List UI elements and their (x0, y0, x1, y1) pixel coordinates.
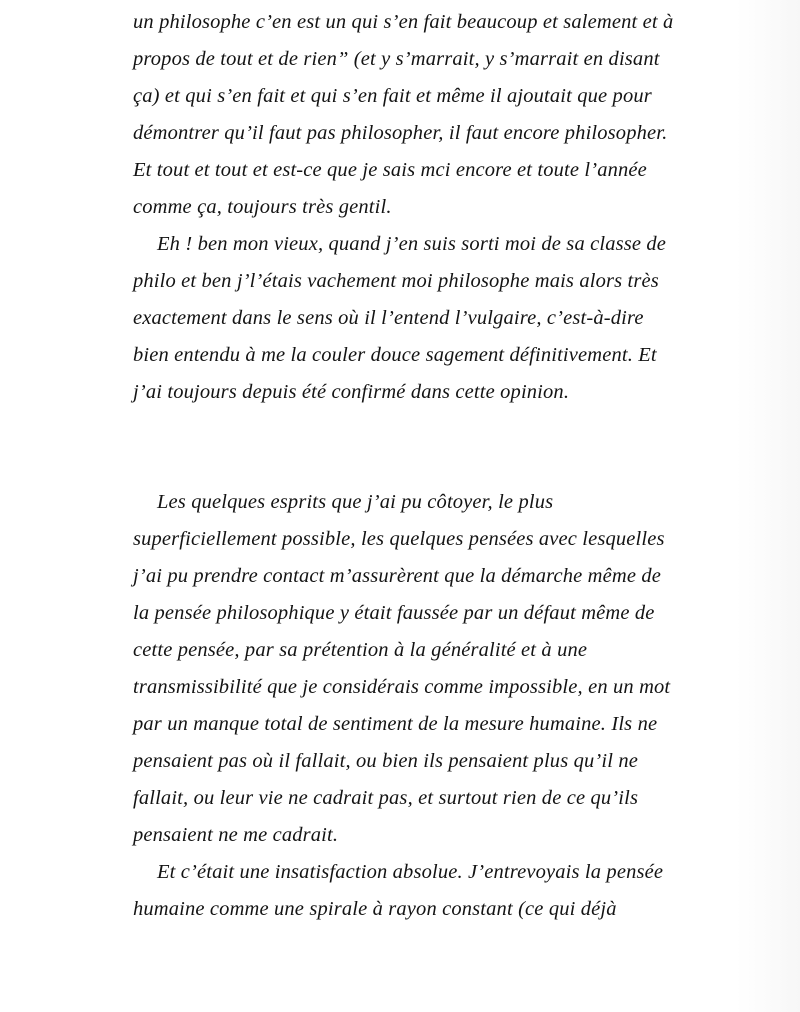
text-line: pensaient pas où il fallait, ou bien ils pensaient plus qu’il ne (133, 750, 638, 772)
text-line: superficiellement possible, les quelques pensées avec lesquelles (133, 528, 665, 550)
text-line: j’ai pu prendre contact m’assurèrent que la démarche même de (133, 565, 662, 587)
paragraph-first-line: Et c’était une insatisfaction absolue. J’entrevoyais la pensée (157, 861, 664, 883)
text-line: comme ça, toujours très gentil. (133, 196, 392, 218)
text-line: un philosophe c’en est un qui s’en fait beaucoup et salement et à (133, 11, 674, 33)
text-line: Et tout et tout et est-ce que je sais mci encore et toute l’année (133, 159, 647, 181)
paragraph-first-line: Les quelques esprits que j’ai pu côtoyer, le plus (157, 491, 554, 513)
text-line: ça) et qui s’en fait et qui s’en fait et même il ajoutait que pour (133, 85, 652, 107)
text-line: par un manque total de sentiment de la mesure humaine. Ils ne (133, 713, 658, 735)
text-line: humaine comme une spirale à rayon constant (ce qui déjà (133, 898, 617, 920)
text-line: exactement dans le sens où il l’entend l’vulgaire, c’est-à-dire (133, 307, 644, 329)
text-line: philo et ben j’l’étais vachement moi philosophe mais alors très (133, 270, 659, 292)
text-line: cette pensée, par sa prétention à la généralité et à une (133, 639, 588, 661)
text-line: j’ai toujours depuis été confirmé dans cette opinion. (133, 381, 570, 403)
text-line: la pensée philosophique y était faussée par un défaut même de (133, 602, 655, 624)
text-line: bien entendu à me la couler douce sagement définitivement. Et (133, 344, 657, 366)
paragraph-first-line: Eh ! ben mon vieux, quand j’en suis sorti moi de sa classe de (157, 233, 667, 255)
text-line: démontrer qu’il faut pas philosopher, il faut encore philosopher. (133, 122, 668, 144)
text-line: pensaient ne me cadrait. (133, 824, 339, 846)
text-line: propos de tout et de rien” (et y s’marrait, y s’marrait en disant (133, 48, 660, 70)
text-line: fallait, ou leur vie ne cadrait pas, et surtout rien de ce qu’ils (133, 787, 639, 809)
text-line: transmissibilité que je considérais comme impossible, en un mot (133, 676, 671, 698)
